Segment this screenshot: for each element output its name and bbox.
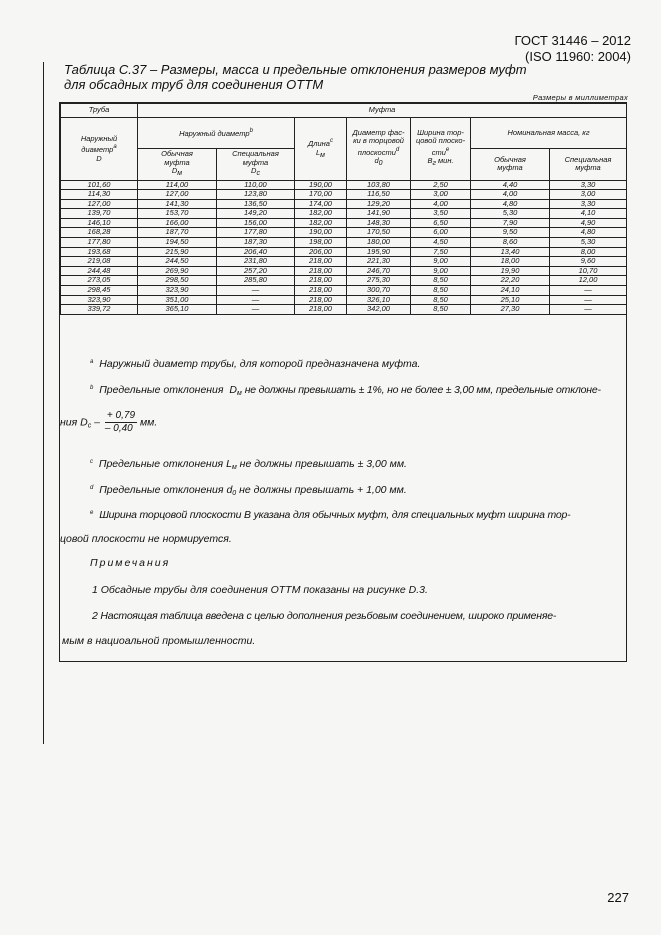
table-cell: 4,00 bbox=[471, 190, 550, 200]
header-special-coupling: Специальная муфта $D_c$ bbox=[217, 149, 295, 181]
table-row bbox=[61, 276, 627, 286]
note-d: $^d$ Предельные отклонения $d_0$ не должны превышать + 1,00 мм. bbox=[90, 484, 407, 497]
table-cell: 170,50 bbox=[347, 228, 411, 238]
margin-rule bbox=[43, 62, 44, 744]
table-cell: 218,00 bbox=[295, 266, 347, 276]
table-cell: 139,70 bbox=[61, 209, 138, 219]
table-cell: 10,70 bbox=[550, 266, 627, 276]
table-cell: 4,00 bbox=[411, 199, 471, 209]
note-c: $^с$ Предельные отклонения $L_м$ не должны превышать ± 3,00 мм. bbox=[90, 458, 407, 471]
table-cell: 273,05 bbox=[61, 276, 138, 286]
note-b: $^b$ Предельные отклонения $D_м$ не должны превышать ± 1%, но не более ± 3,00 мм, предельные отклоне- bbox=[90, 384, 601, 397]
table-cell: 141,90 bbox=[347, 209, 411, 219]
table-cell: 5,30 bbox=[471, 209, 550, 219]
header-mass-special: Специальная муфта bbox=[550, 149, 627, 181]
table-cell: 323,90 bbox=[138, 286, 217, 296]
table-cell: 8,50 bbox=[411, 295, 471, 305]
table-cell: 168,28 bbox=[61, 228, 138, 238]
table-cell: 198,00 bbox=[295, 238, 347, 248]
table-cell: 9,00 bbox=[411, 257, 471, 267]
table-cell: — bbox=[217, 295, 295, 305]
table-cell: 4,80 bbox=[550, 228, 627, 238]
table-cell: — bbox=[217, 286, 295, 296]
remark-1: 1 Обсадные трубы для соединения ОТТМ показаны на рисунке D.3. bbox=[92, 584, 428, 596]
table-cell: 244,48 bbox=[61, 266, 138, 276]
table-cell: 153,70 bbox=[138, 209, 217, 219]
iso-reference: (ISO 11960: 2004) bbox=[525, 49, 631, 64]
remark-2: 2 Настоящая таблица введена с целью дополнения резьбовым соединением, широко применяе- bbox=[92, 610, 557, 622]
document-header bbox=[515, 33, 631, 65]
table-cell: 298,45 bbox=[61, 286, 138, 296]
table-row bbox=[61, 238, 627, 248]
table-cell: 4,80 bbox=[471, 199, 550, 209]
table-cell: 101,60 bbox=[61, 180, 138, 190]
table-title bbox=[64, 62, 527, 92]
header-coupling-od: Наружный диаметр$^b$ bbox=[138, 118, 295, 149]
table-cell: 326,10 bbox=[347, 295, 411, 305]
table-cell: 4,10 bbox=[550, 209, 627, 219]
table-cell: 9,60 bbox=[550, 257, 627, 267]
table-cell: 342,00 bbox=[347, 305, 411, 315]
table-cell: 351,00 bbox=[138, 295, 217, 305]
table-cell: 24,10 bbox=[471, 286, 550, 296]
table-cell: 3,00 bbox=[550, 190, 627, 200]
table-title-line-1: Таблица С.37 – Размеры, масса и предельные отклонения размеров муфт bbox=[64, 62, 527, 77]
table-row bbox=[61, 257, 627, 267]
table-cell: 5,30 bbox=[550, 238, 627, 248]
table-cell: 246,70 bbox=[347, 266, 411, 276]
table-cell: — bbox=[550, 295, 627, 305]
table-cell: 190,00 bbox=[295, 228, 347, 238]
table-row bbox=[61, 305, 627, 315]
table-cell: 3,30 bbox=[550, 199, 627, 209]
table-cell: 275,30 bbox=[347, 276, 411, 286]
table-row bbox=[61, 180, 627, 190]
table-row bbox=[61, 295, 627, 305]
table-cell: 218,00 bbox=[295, 276, 347, 286]
table-cell: 9,50 bbox=[471, 228, 550, 238]
header-chamfer: Диаметр фас-ки в торцовой плоскости$^d$ $d_0$ bbox=[347, 118, 411, 181]
table-cell: 206,00 bbox=[295, 247, 347, 257]
table-row bbox=[61, 199, 627, 209]
header-coupling: Муфта bbox=[138, 104, 627, 118]
table-cell: 6,50 bbox=[411, 218, 471, 228]
table-cell: 182,00 bbox=[295, 209, 347, 219]
header-mass-regular: Обычная муфта bbox=[471, 149, 550, 181]
units-note: Размеры в миллиметрах bbox=[532, 93, 628, 102]
table-cell: 18,00 bbox=[471, 257, 550, 267]
table-cell: 2,50 bbox=[411, 180, 471, 190]
table-cell: 3,00 bbox=[411, 190, 471, 200]
note-b-continuation: ния $D_c$ – $\frac{+ 0,79}{- 0,40}$ мм. bbox=[60, 410, 158, 434]
table-cell: 6,00 bbox=[411, 228, 471, 238]
table-cell: 170,00 bbox=[295, 190, 347, 200]
dimensions-table bbox=[60, 103, 627, 315]
table-cell: 146,10 bbox=[61, 218, 138, 228]
table-cell: 123,80 bbox=[217, 190, 295, 200]
table-cell: 127,00 bbox=[61, 199, 138, 209]
table-title-line-2: для обсадных труб для соединения ОТТМ bbox=[64, 77, 324, 92]
table-cell: 231,80 bbox=[217, 257, 295, 267]
table-cell: 221,30 bbox=[347, 257, 411, 267]
table-cell: 156,00 bbox=[217, 218, 295, 228]
header-pipe-od: Наружный диаметр$^а$ D bbox=[61, 118, 138, 181]
table-cell: 180,00 bbox=[347, 238, 411, 248]
table-cell: — bbox=[550, 286, 627, 296]
table-row bbox=[61, 247, 627, 257]
page-number: 227 bbox=[607, 890, 629, 905]
table-row bbox=[61, 190, 627, 200]
table-cell: 166,00 bbox=[138, 218, 217, 228]
table-cell: 4,50 bbox=[411, 238, 471, 248]
table-cell: 141,30 bbox=[138, 199, 217, 209]
table-cell: 103,80 bbox=[347, 180, 411, 190]
table-cell: 149,20 bbox=[217, 209, 295, 219]
table-cell: 300,70 bbox=[347, 286, 411, 296]
table-cell: 218,00 bbox=[295, 305, 347, 315]
table-cell: 8,60 bbox=[471, 238, 550, 248]
table-cell: 8,50 bbox=[411, 276, 471, 286]
table-cell: 339,72 bbox=[61, 305, 138, 315]
header-pipe: Труба bbox=[61, 104, 138, 118]
table-cell: 3,50 bbox=[411, 209, 471, 219]
standard-number: ГОСТ 31446 – 2012 bbox=[514, 33, 631, 48]
table-cell: 4,90 bbox=[550, 218, 627, 228]
table-cell: 218,00 bbox=[295, 257, 347, 267]
header-regular-coupling: Обычная муфта $D_м$ bbox=[138, 149, 217, 181]
table-cell: 177,80 bbox=[217, 228, 295, 238]
table-cell: 13,40 bbox=[471, 247, 550, 257]
table-cell: 177,80 bbox=[61, 238, 138, 248]
table-cell: — bbox=[217, 305, 295, 315]
table-cell: 269,90 bbox=[138, 266, 217, 276]
remark-2-continuation: мым в нациоальной промышленности. bbox=[62, 635, 256, 647]
table-row bbox=[61, 266, 627, 276]
tolerance-fraction: $\frac{+ 0,79}{- 0,40}$ bbox=[104, 410, 136, 434]
table-cell: 323,90 bbox=[61, 295, 138, 305]
table-cell: 136,50 bbox=[217, 199, 295, 209]
table-cell: 27,30 bbox=[471, 305, 550, 315]
table-cell: 218,00 bbox=[295, 286, 347, 296]
header-mass: Номинальная масса, кг bbox=[471, 118, 627, 149]
table-cell: 257,20 bbox=[217, 266, 295, 276]
table-cell: 365,10 bbox=[138, 305, 217, 315]
table-cell: 12,00 bbox=[550, 276, 627, 286]
table-cell: — bbox=[550, 305, 627, 315]
table-cell: 114,30 bbox=[61, 190, 138, 200]
table-cell: 187,70 bbox=[138, 228, 217, 238]
table-cell: 110,00 bbox=[217, 180, 295, 190]
table-cell: 218,00 bbox=[295, 295, 347, 305]
table-row bbox=[61, 228, 627, 238]
table-cell: 215,90 bbox=[138, 247, 217, 257]
table-cell: 116,50 bbox=[347, 190, 411, 200]
table-cell: 206,40 bbox=[217, 247, 295, 257]
table-cell: 148,30 bbox=[347, 218, 411, 228]
table-cell: 3,30 bbox=[550, 180, 627, 190]
table-cell: 127,00 bbox=[138, 190, 217, 200]
table-row bbox=[61, 209, 627, 219]
table-cell: 244,50 bbox=[138, 257, 217, 267]
table-cell: 114,00 bbox=[138, 180, 217, 190]
table-cell: 182,00 bbox=[295, 218, 347, 228]
table-cell: 7,90 bbox=[471, 218, 550, 228]
table-cell: 129,20 bbox=[347, 199, 411, 209]
table-cell: 7,50 bbox=[411, 247, 471, 257]
table-cell: 9,00 bbox=[411, 266, 471, 276]
table-cell: 4,40 bbox=[471, 180, 550, 190]
note-a: $^а$ Наружный диаметр трубы, для которой предназначена муфта. bbox=[90, 358, 421, 370]
note-e-continuation: цовой плоскости не нормируется. bbox=[60, 533, 232, 545]
table-cell: 174,00 bbox=[295, 199, 347, 209]
table-cell: 285,80 bbox=[217, 276, 295, 286]
header-face-width: Ширина тор-цовой плоско-сти$^е$ $B_г$ мин. bbox=[411, 118, 471, 181]
table-cell: 22,20 bbox=[471, 276, 550, 286]
table-cell: 190,00 bbox=[295, 180, 347, 190]
table-cell: 8,00 bbox=[550, 247, 627, 257]
header-length: Длина$^с$ $L_м$ bbox=[295, 118, 347, 181]
table-row bbox=[61, 218, 627, 228]
table-cell: 19,90 bbox=[471, 266, 550, 276]
table-cell: 187,30 bbox=[217, 238, 295, 248]
table-cell: 298,50 bbox=[138, 276, 217, 286]
table-cell: 8,50 bbox=[411, 305, 471, 315]
table-cell: 194,50 bbox=[138, 238, 217, 248]
table-row bbox=[61, 286, 627, 296]
table-cell: 193,68 bbox=[61, 247, 138, 257]
table-cell: 8,50 bbox=[411, 286, 471, 296]
table-body bbox=[61, 180, 627, 314]
remarks-heading: Примечания bbox=[90, 557, 171, 569]
table-cell: 219,08 bbox=[61, 257, 138, 267]
table-cell: 195,90 bbox=[347, 247, 411, 257]
table-cell: 25,10 bbox=[471, 295, 550, 305]
note-e: $^е$ Ширина торцовой плоскости В указана для обычных муфт, для специальных муфт ширина тор- bbox=[90, 509, 571, 521]
